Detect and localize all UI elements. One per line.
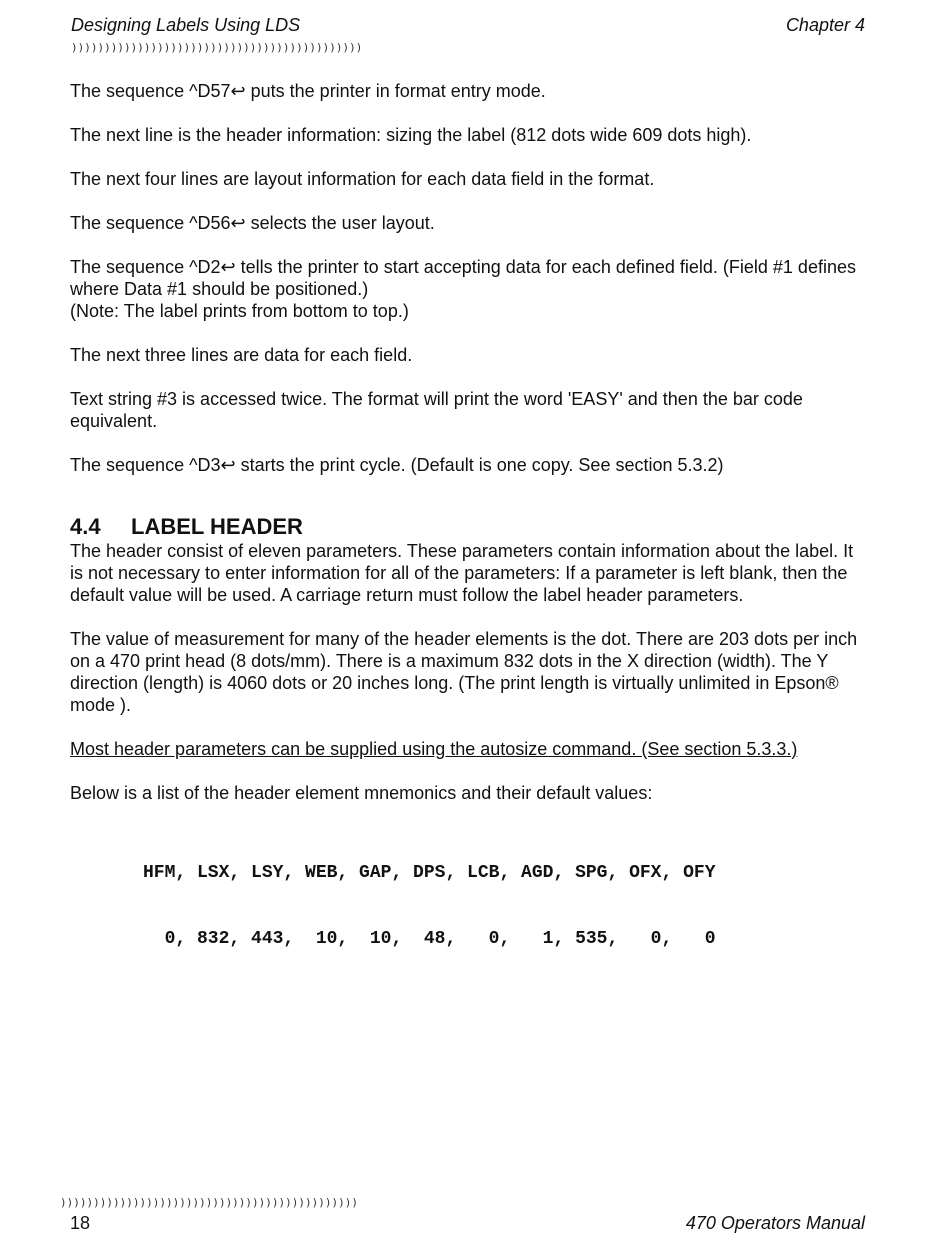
footer-manual-title: 470 Operators Manual — [685, 1213, 865, 1233]
header-chapter: Chapter 4 — [785, 15, 865, 35]
defaults-row: 0, 832, 443, 10, 10, 48, 0, 1, 535, 0, 0 — [143, 929, 716, 949]
mnemonic-defaults-table — [70, 818, 870, 994]
paragraph-measurement: The value of measurement for many of the header elements is the dot. There are 203 dots per inch on a 470 print head (8 dots/mm). There is a maximum 832 dots in the X direction (width). The Y direction (length) is 4060 dots or 20 inches long. (The print length is virtually unlimited in Epson® mode ). — [70, 629, 858, 715]
page-number: 18 — [70, 1213, 91, 1233]
mnemonics-row: HFM, LSX, LSY, WEB, GAP, DPS, LCB, AGD, SPG, OFX, OFY — [143, 863, 716, 883]
paragraph-list-intro: Below is a list of the header element mnemonics and their default values: — [70, 783, 653, 803]
paragraph-text-string: Text string #3 is accessed twice. The format will print the word 'EASY' and then the bar code equivalent. — [70, 389, 803, 431]
paragraph-layout-info: The next four lines are layout information for each data field in the format. — [70, 169, 655, 189]
paragraph-field-data: The next three lines are data for each field. — [70, 345, 413, 365]
footer-decoration-rule: ))))))))))))))))))))))))))))))))))))))))))))) — [60, 1196, 359, 1209]
section-number: 4.4 — [70, 514, 101, 539]
paragraph-autosize-note: Most header parameters can be supplied using the autosize command. (See section 5.3.3.) — [70, 739, 798, 759]
section-heading — [70, 514, 870, 540]
paragraph-header-info: The next line is the header information: sizing the label (812 dots wide 609 dots high). — [70, 125, 752, 145]
header-section-title: Designing Labels Using LDS — [71, 15, 301, 35]
paragraph-header-parameters: The header consist of eleven parameters. These parameters contain information about the label. It is not necessary to enter information for all of the parameters: If a parameter is left blank, then the default value will be used. A carriage return must follow the label header parameters. — [70, 541, 854, 605]
page-content — [70, 80, 870, 994]
paragraph-print-cycle: The sequence ^D3↩ starts the print cycle. (Default is one copy. See section 5.3.2) — [70, 455, 724, 475]
header-decoration-rule: )))))))))))))))))))))))))))))))))))))))))))) — [71, 41, 363, 54]
section-title: LABEL HEADER — [131, 514, 303, 539]
paragraph-format-entry: The sequence ^D57↩ puts the printer in format entry mode. — [70, 81, 546, 101]
paragraph-data-entry: The sequence ^D2↩ tells the printer to start accepting data for each defined field. (Field #1 defines where Data #1 should be positioned.) (Note: The label prints from bottom to top.) — [70, 257, 856, 321]
running-header — [71, 14, 865, 36]
running-footer — [70, 1212, 865, 1234]
paragraph-user-layout: The sequence ^D56↩ selects the user layout. — [70, 213, 435, 233]
